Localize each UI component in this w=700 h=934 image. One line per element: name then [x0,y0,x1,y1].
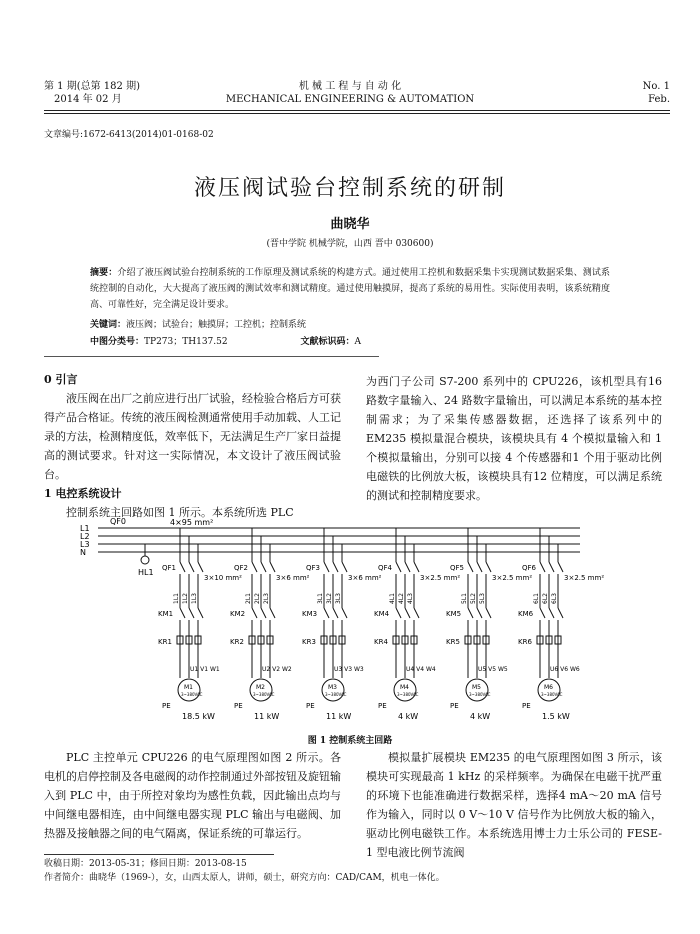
motor-type: 3~380VAC [253,692,275,697]
keywords-label: 关键词： [90,320,127,330]
contactor-switch [252,608,257,618]
wire-label: 6L2 [542,593,549,604]
received-date: 收稿日期：2013-05-31；修回日期：2013-08-15 [44,859,247,869]
pe-label: PE [522,702,531,710]
contactor-label: KM1 [158,610,174,618]
bus-label: L3 [80,540,90,549]
breaker-switch [540,562,545,572]
journal-name-en: MECHANICAL ENGINEERING & AUTOMATION [225,94,475,105]
keywords-text: 液压阀；试验台；触摸屏；工控机；控制系统 [126,320,307,330]
motor-label: M3 [328,684,337,691]
pe-label: PE [234,702,243,710]
contactor-switch [261,608,266,618]
abstract-text: 介绍了液压阀试验台控制系统的工作原理及测试系统的构建方式。通过使用工控机和数据采集卡实现测试数据采集、测试系统控制的自动化，大大提高了液压阀的测试效率和测试精度。通过使用触摸屏，提高了系统的易用性。实际使用表明，该系统精度高、可靠性好，完全满足设计要求。 [90,268,610,310]
motor-power: 11 kW [254,712,280,721]
motor-power: 18.5 kW [182,712,215,721]
contactor-switch [189,608,194,618]
breaker-switch [198,562,203,572]
contactor-label: KM4 [374,610,390,618]
relay-label: KR6 [518,638,532,646]
contactor-switch [396,608,401,618]
terminal-label: U2 V2 W2 [262,666,292,673]
terminal-label: U4 V4 W4 [406,666,436,673]
cable-label: 3×2.5 mm² [492,574,533,582]
relay-label: KR1 [158,638,172,646]
bus-label: L2 [80,532,90,541]
motor-label: M2 [256,684,265,691]
breaker-label: QF1 [162,564,176,572]
author-bio: 作者简介：曲晓华（1969-），女，山西太原人，讲师，硕士，研究方向：CAD/CAM，机电一体化。 [44,873,445,883]
contactor-switch [549,608,554,618]
wire-label: 1L2 [182,593,189,604]
issue-info-en [643,80,670,106]
motor-label: M6 [544,684,553,691]
section-1-paragraph: 控制系统主回路如图 1 所示。本系统所选 PLC [66,506,294,519]
doc-code-label: 文献标识码： [300,337,355,347]
keywords [90,317,610,333]
motor-type: 3~380VAC [397,692,419,697]
breaker-label: QF2 [234,564,248,572]
breaker-switch [468,562,473,572]
contactor-switch [342,608,347,618]
wire-label: 3L1 [317,593,324,604]
pe-label: PE [450,702,459,710]
motor-type: 3~380VAC [469,692,491,697]
clc-label: 中图分类号： [90,337,145,347]
bus-label: N [80,548,86,557]
figure-1 [80,517,605,733]
breaker-switch [405,562,410,572]
paragraph-plc-principle: PLC 主控单元 CPU226 的电气原理图如图 2 所示。各电机的启停控制及各电磁阀的动作控制通过外部按钮及旋钮输入到 PLC 中，由于所控对象均为感性负载，因此输出点均与中间继电器相连，由中间继电器实现 PLC 输出与电磁阀、加热器及接触器之间的电气隔离，保证系统的可靠运行。 [44,751,341,840]
wire-label: 2L1 [245,593,252,604]
wire-label: 6L3 [551,593,558,604]
breaker-label: QF4 [378,564,392,572]
header-rule [44,110,670,111]
breaker-label: QF6 [522,564,536,572]
relay-label: KR5 [446,638,460,646]
breaker-switch [414,562,419,572]
motor-power: 4 kW [470,712,491,721]
contactor-switch [180,608,185,618]
pe-label: PE [378,702,387,710]
breaker-switch [270,562,275,572]
issue-month-en: Feb. [648,94,670,105]
section-1-title: 1 电控系统设计 [44,487,122,500]
contactor-switch [486,608,491,618]
wire-label: 6L1 [533,593,540,604]
motor-label: M5 [472,684,481,691]
issue-number: 第 1 期(总第 182 期) [44,81,140,92]
classification [90,334,610,347]
column-left-bottom [44,748,341,843]
contactor-switch [414,608,419,618]
contactor-switch [540,608,545,618]
wire-label: 3L3 [335,593,342,604]
bus-label: L1 [80,524,90,533]
journal-name [0,80,700,106]
contactor-switch [198,608,203,618]
contactor-switch [324,608,329,618]
breaker-switch [396,562,401,572]
author-name: 曲晓华 [330,217,370,232]
wire-label: 2L3 [263,593,270,604]
column-right-paragraph: 为西门子公司 S7-200 系列中的 CPU226，该机型具有16 路数字量输入、24 路数字量输出，可以满足本系统的基本控制需求；为了采集传感器数据，还选择了该系列中的 EM235 模拟量混合模块，该模块具有 4 个模拟量输入和 1 个模拟量输出，分别可以接 4 个传感器和1 个用于驱动比例电磁铁的比例放大板，该模块具有12 位精度，可以满足系统的测试和控制精度要求。 [366,375,662,502]
lamp-symbol [141,556,149,564]
paragraph-em235: 模拟量扩展模块 EM235 的电气原理图如图 3 所示，该模块可实现最高 1 kHz 的采样频率。为确保在电磁干扰严重的环境下也能准确进行数据采样，选择4 mA～20 mA 信号作为输入，同时以 0 V～10 V 信号作为比例放大板的输入，驱动比例电磁铁工作。本系统选用博士力士乐公司的 FESE-1 型电液比例节流阀 [366,751,662,859]
wire-label: 3L2 [326,593,333,604]
contactor-switch [405,608,410,618]
motor-power: 1.5 kW [542,712,570,721]
breaker-label: QF5 [450,564,464,572]
issue-number-en: No. 1 [642,81,670,92]
breaker-switch [189,562,194,572]
cable-label: 3×10 mm² [204,574,242,582]
wire-label: 4L3 [407,593,414,604]
relay-label: KR2 [230,638,244,646]
relay-label: KR3 [302,638,316,646]
paper-title: 液压阀试验台控制系统的研制 [193,176,506,201]
wire-label: 1L3 [191,593,198,604]
contactor-switch [333,608,338,618]
breaker-switch [252,562,257,572]
abstract [90,265,610,313]
motor-type: 3~380VAC [541,692,563,697]
section-0-title: 0 引言 [44,373,78,386]
journal-name-cn: 机 械 工 程 与 自 动 化 [298,81,402,92]
contactor-label: KM6 [518,610,534,618]
lamp-label: HL1 [138,568,154,577]
issue-date: 2014 年 02 月 [54,94,122,105]
wire-label: 4L2 [398,593,405,604]
figure-1-caption: 图 1 控制系统主回路 [307,736,393,746]
pe-label: PE [162,702,171,710]
wire-label: 5L2 [470,593,477,604]
motor-power: 11 kW [326,712,352,721]
contactor-label: KM2 [230,610,246,618]
contactor-label: KM3 [302,610,318,618]
motor-power: 4 kW [398,712,419,721]
terminal-label: U1 V1 W1 [190,666,220,673]
main-cable-label: 4×95 mm² [170,518,214,527]
wire-label: 5L3 [479,593,486,604]
motor-label: M4 [400,684,409,691]
breaker-switch [558,562,563,572]
contactor-switch [558,608,563,618]
breaker-label: QF3 [306,564,320,572]
breaker-switch [261,562,266,572]
cable-label: 3×6 mm² [276,574,310,582]
clc-code: TP273；TH137.52 [144,337,228,347]
breaker-switch [333,562,338,572]
terminal-label: U3 V3 W3 [334,666,364,673]
breaker-switch [477,562,482,572]
contactor-label: KM5 [446,610,462,618]
cable-label: 3×2.5 mm² [420,574,461,582]
wire-label: 5L1 [461,593,468,604]
cable-label: 3×6 mm² [348,574,382,582]
breaker-switch [486,562,491,572]
header-rule-thin [44,113,670,114]
column-left-top [44,370,341,522]
contactor-switch [468,608,473,618]
section-0-paragraph: 液压阀在出厂之前应进行出厂试验，经检验合格后方可获得产品合格证。传统的液压阀检测通常使用手动加载、人工记录的方法，检测精度低，效率低下，无法满足生产厂家日益提高的测试要求。针对这一实际情况，本文设计了液压阀试验台。 [44,392,341,481]
breaker-switch [342,562,347,572]
motor-label: M1 [184,684,193,691]
terminal-label: U5 V5 W5 [478,666,508,673]
terminal-label: U6 V6 W6 [550,666,580,673]
relay-label: KR4 [374,638,388,646]
breaker-switch [180,562,185,572]
cable-label: 3×2.5 mm² [564,574,605,582]
column-right-top [366,372,662,505]
contactor-switch [477,608,482,618]
abstract-rule [44,356,379,357]
abstract-label: 摘要： [90,268,118,278]
wire-label: 1L1 [173,593,180,604]
circuit-diagram [80,517,605,733]
footnote-rule [44,854,274,855]
column-right-bottom [366,748,662,862]
wire-label: 2L2 [254,593,261,604]
article-number: 文章编号:1672-6413(2014)01-0168-02 [44,130,214,140]
motor-type: 3~380VAC [181,692,203,697]
doc-code: A [354,337,361,347]
breaker-switch [549,562,554,572]
breaker-switch [324,562,329,572]
main-breaker-label: QF0 [110,517,126,526]
pe-label: PE [306,702,315,710]
author-affiliation: (晋中学院 机械学院，山西 晋中 030600) [266,239,434,249]
contactor-switch [270,608,275,618]
wire-label: 4L1 [389,593,396,604]
motor-type: 3~380VAC [325,692,347,697]
